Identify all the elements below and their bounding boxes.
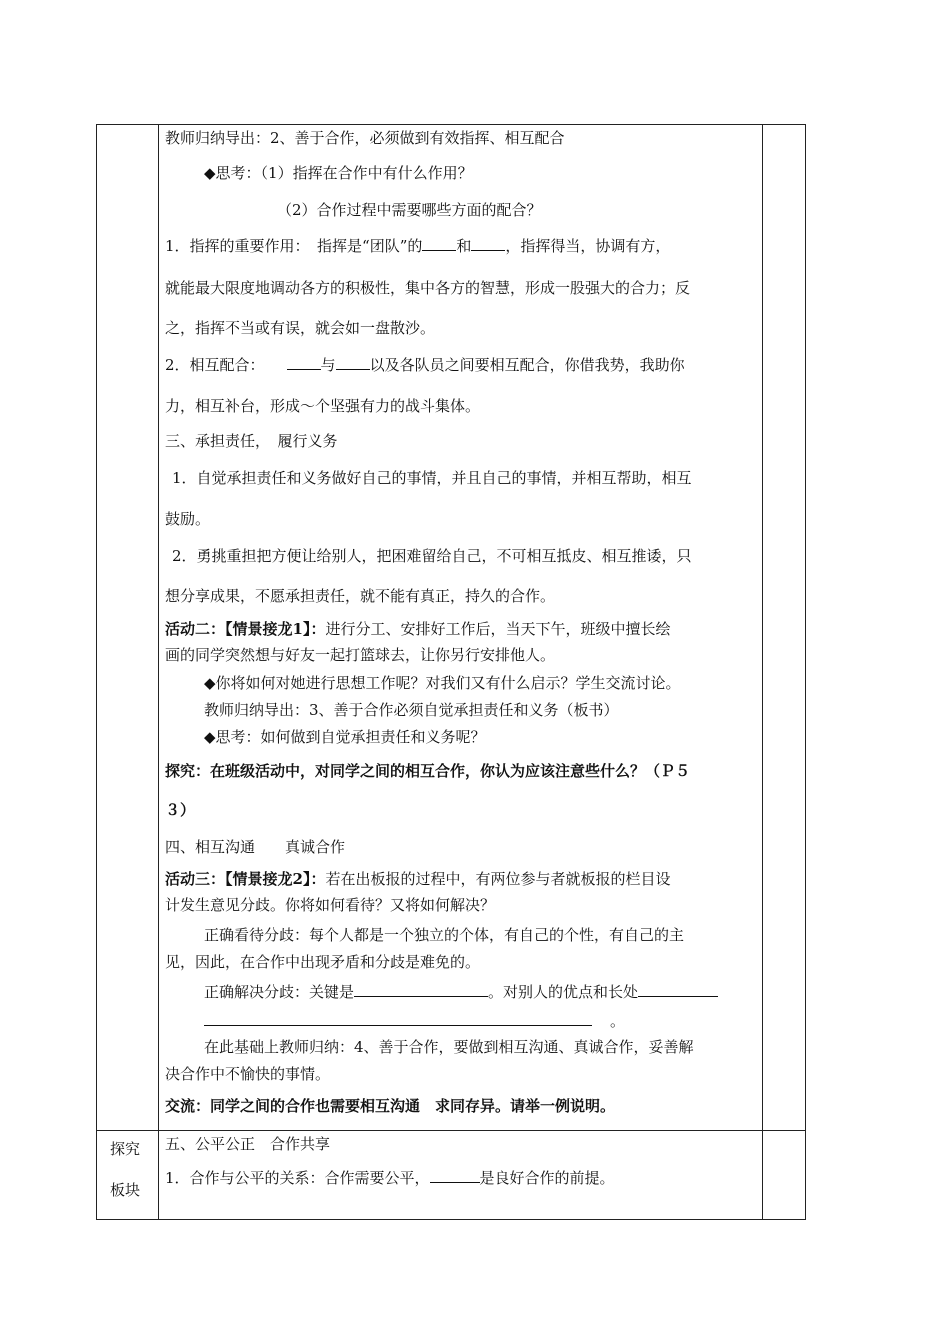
paragraph-line: 在此基础上教师归纳：4、善于合作，要做到相互沟通、真诚合作，妥善解	[204, 1038, 694, 1056]
paragraph-line: 鼓励。	[165, 510, 211, 528]
fill-blank[interactable]	[287, 355, 321, 370]
paragraph-line: 决合作中不愉快的事情。	[165, 1065, 331, 1083]
fill-blank[interactable]	[354, 982, 488, 997]
side-label-section: 板块	[110, 1181, 141, 1199]
command-importance-text: 1．指挥的重要作用： 指挥是“团队”的	[165, 237, 423, 255]
explore-question-cont: ３）	[165, 801, 196, 819]
fill-blank[interactable]	[336, 355, 370, 370]
exchange-prompt: 交流：同学之间的合作也需要相互沟通 求同存异。请举一例说明。	[165, 1097, 616, 1115]
think-question-2: （2）合作过程中需要哪些方面的配合？	[277, 201, 542, 219]
resolve-disagreement	[204, 982, 718, 1002]
row-divider	[97, 1130, 805, 1131]
fill-blank[interactable]	[422, 236, 456, 251]
activity-two-text: 进行分工、安排好工作后，当天下午，班级中擅长绘	[325, 620, 671, 638]
fill-line-end: 。	[610, 1012, 626, 1030]
fairness-relation-text: 1．合作与公平的关系：合作需要公平，	[165, 1169, 430, 1187]
paragraph-line: 画的同学突然想与好友一起打篮球去，让你另行安排他人。	[165, 646, 556, 664]
paragraph-line: 见，因此，在合作中出现矛盾和分歧是难免的。	[165, 953, 481, 971]
paragraph-line: 力，相互补台，形成～个坚强有力的战斗集体。	[165, 397, 481, 415]
side-label-explore: 探究	[110, 1140, 141, 1158]
paragraph-line: ◆思考：如何做到自觉承担责任和义务呢？	[204, 728, 486, 746]
fill-blank[interactable]	[471, 236, 505, 251]
resolve-disagreement-text-2: 。对别人的优点和长处	[488, 983, 639, 1001]
paragraph-line: 想分享成果，不愿承担责任，就不能有真正，持久的合作。	[165, 587, 556, 605]
section-heading-5: 五、公平公正 合作共享	[165, 1135, 331, 1153]
column-divider-right	[762, 125, 763, 1219]
section-heading-3: 三、承担责任， 履行义务	[165, 432, 338, 450]
activity-three-label: 活动三：【情景接龙2】：	[165, 870, 326, 888]
activity-two-label: 活动二：【情景接龙1】：	[165, 620, 326, 638]
mutual-cooperation-label: 2．相互配合：	[165, 356, 265, 374]
mutual-cooperation	[165, 355, 685, 375]
think-question-1: ◆思考：（1）指挥在合作中有什么作用？	[204, 164, 473, 182]
command-importance	[165, 236, 670, 256]
fairness-relation-text-end: 是良好合作的前提。	[479, 1169, 615, 1187]
fill-blank[interactable]	[638, 982, 718, 997]
fill-blank[interactable]	[204, 1011, 592, 1026]
mutual-cooperation-text: 以及各队员之间要相互配合，你借我势，我助你	[369, 356, 685, 374]
explore-question: 探究：在班级活动中，对同学之间的相互合作，你认为应该注意些什么？（Ｐ５	[165, 762, 691, 780]
paragraph-line: 就能最大限度地调动各方的积极性，集中各方的智慧，形成一股强大的合力；反	[165, 279, 691, 297]
column-divider-left	[158, 125, 159, 1219]
paragraph-line: 之，指挥不当或有误，就会如一盘散沙。	[165, 319, 436, 337]
command-importance-and: 和	[456, 237, 472, 255]
activity-three-text: 若在出板报的过程中，有两位参与者就板报的栏目设	[325, 870, 671, 888]
resolve-disagreement-text: 正确解决分歧：关键是	[204, 983, 355, 1001]
fairness-relation	[165, 1168, 615, 1188]
paragraph-line: ◆你将如何对她进行思想工作呢？对我们又有什么启示？学生交流讨论。	[204, 674, 681, 692]
fill-blank[interactable]	[430, 1168, 480, 1183]
mutual-cooperation-with: 与	[320, 356, 336, 374]
teacher-summary-2: 教师归纳导出：2、善于合作，必须做到有效指挥、相互配合	[165, 129, 565, 147]
paragraph-line: 正确看待分歧：每个人都是一个独立的个体，有自己的个性，有自己的主	[204, 926, 685, 944]
activity-two	[165, 619, 670, 639]
paragraph-line: 计发生意见分歧。你将如何看待？又将如何解决？	[165, 896, 496, 914]
fill-line	[204, 1011, 625, 1031]
paragraph-line: 教师归纳导出：3、善于合作必须自觉承担责任和义务（板书）	[204, 701, 619, 719]
paragraph-line: 2．勇挑重担把方便让给别人，把困难留给自己，不可相互抵皮、相互推诿，只	[172, 547, 692, 565]
activity-three	[165, 869, 670, 889]
command-importance-text-end: ，指挥得当，协调有方，	[505, 237, 671, 255]
section-heading-4: 四、相互沟通 真诚合作	[165, 838, 346, 856]
paragraph-line: 1．自觉承担责任和义务做好自己的事情，并且自己的事情，并相互帮助，相互	[172, 469, 692, 487]
